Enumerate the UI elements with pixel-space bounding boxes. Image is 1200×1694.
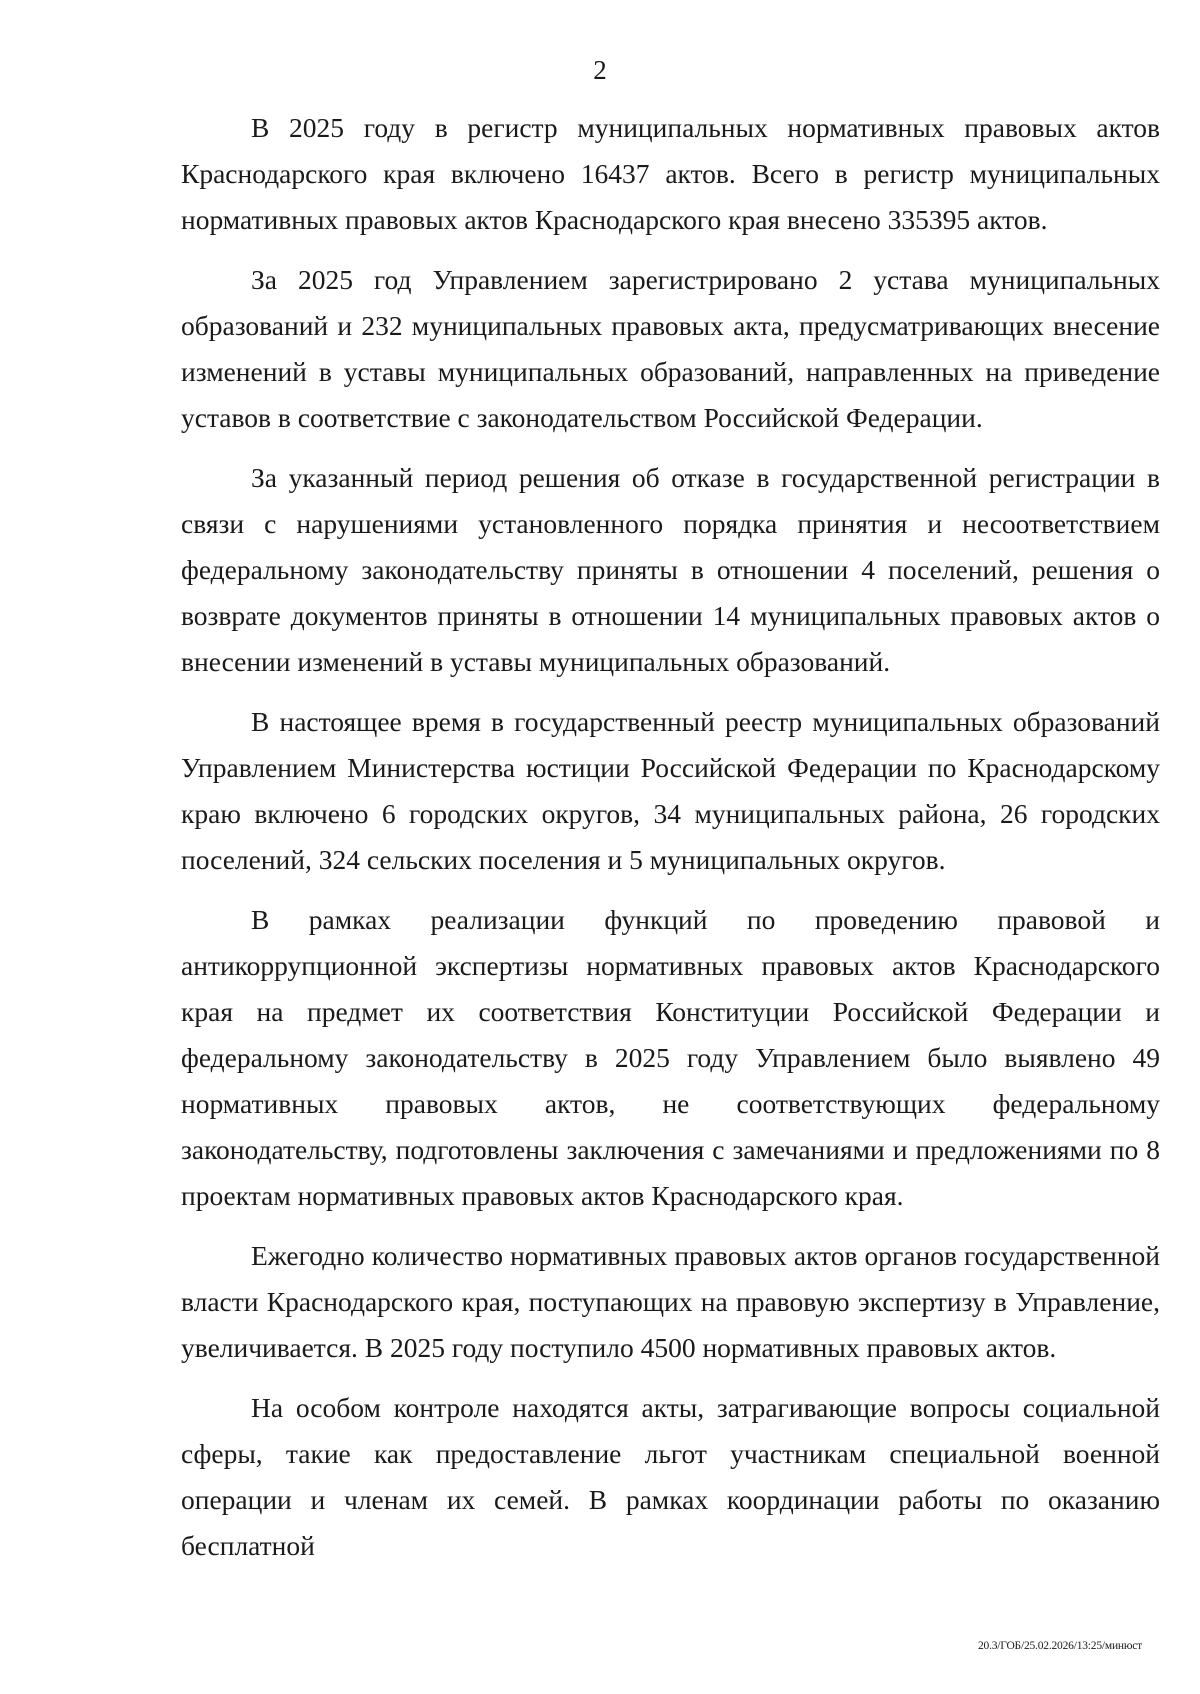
- paragraph-refusals: За указанный период решения об отказе в государственной регистрации в связи с нарушениями установленного порядка принятия и несоответствием федеральному законодательству приняты в отношении 4 поселений, решения о возврате документов приняты в отношении 14 муниципальных правовых актов о внесении изменений в уставы муниципальных образований.: [181, 462, 1160, 677]
- paragraph-special-control: На особом контроле находятся акты, затрагивающие вопросы социальной сферы, такие как предоставление льгот участникам специальной военной операции и членам их семей. В рамках координации работы по оказанию бесплатной: [181, 1392, 1160, 1561]
- footer-registration-stamp: 20.3/ГОБ/25.02.2026/13:25/минюст: [977, 1640, 1142, 1652]
- paragraph-state-register: В настоящее время в государственный реестр муниципальных образований Управлением Министерства юстиции Российской Федерации по Краснодарскому краю включено 6 городских округов, 34 муниципальных района, 26 городских поселений, 324 сельских поселения и 5 муниципальных округов.: [181, 706, 1160, 875]
- document-body: [181, 105, 1160, 1583]
- page-number: 2: [593, 55, 607, 85]
- paragraph-annual-count: Ежегодно количество нормативных правовых актов органов государственной власти Краснодарского края, поступающих на правовую экспертизу в Управление, увеличивается. В 2025 году поступило 4500 нормативных правовых актов.: [181, 1240, 1160, 1363]
- paragraph-charters: За 2025 год Управлением зарегистрировано 2 устава муниципальных образований и 232 муниципальных правовых акта, предусматривающих внесение изменений в уставы муниципальных образований, направленных на приведение уставов в соответствие с законодательством Российской Федерации.: [181, 264, 1160, 433]
- paragraph-registry: В 2025 году в регистр муниципальных нормативных правовых актов Краснодарского края включено 16437 актов. Всего в регистр муниципальных нормативных правовых актов Краснодарского края внесено 335395 актов.: [181, 112, 1160, 235]
- paragraph-expertise: В рамках реализации функций по проведению правовой и антикоррупционной экспертизы нормативных правовых актов Краснодарского края на предмет их соответствия Конституции Российской Федерации и федеральному законодательству в 2025 году Управлением было выявлено 49 нормативных правовых актов, не соответствующих федеральному законодательству, подготовлены заключения с замечаниями и предложениями по 8 проектам нормативных правовых актов Краснодарского края.: [181, 904, 1160, 1211]
